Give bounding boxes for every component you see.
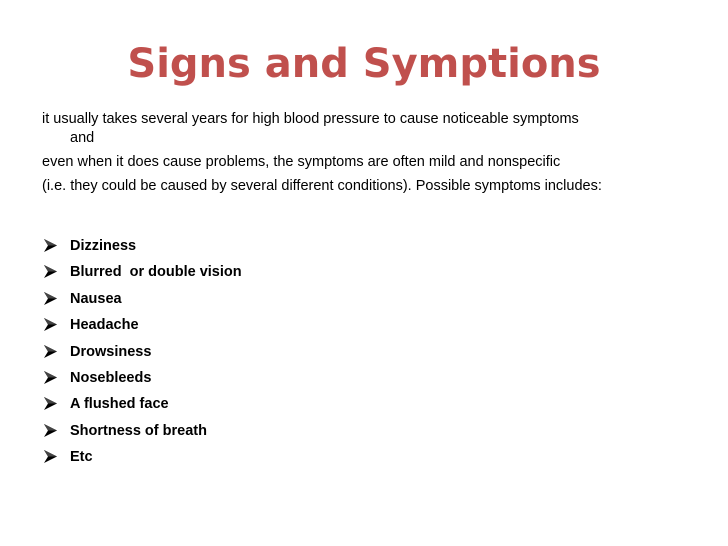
arrow-bullet-icon [44,394,58,414]
arrow-bullet-icon [44,368,58,388]
symptom-label: Drowsiness [70,343,152,360]
arrow-bullet-icon [44,315,58,335]
symptom-list-item [44,262,242,288]
arrow-bullet-icon [44,421,58,441]
symptom-label: Dizziness [70,238,137,254]
arrow-bullet-icon [44,342,58,362]
intro-line: even when it does cause problems, the symptoms are often mild and nonspecific [42,154,561,170]
symptom-label: Nausea [70,290,122,307]
symptom-label: Nosebleeds [70,369,152,386]
arrow-bullet-icon [44,447,58,467]
arrow-bullet-icon [44,289,58,309]
arrow-bullet-icon [44,236,58,256]
symptom-label: Etc [70,449,93,466]
arrow-bullet-icon [44,262,58,282]
symptom-label: A flushed face [70,396,169,413]
intro-line: (i.e. they could be caused by several different conditions). Possible symptoms includes: [42,178,602,194]
symptom-list-item [44,447,242,473]
symptom-list-item [44,236,242,262]
symptom-list-item [44,394,242,420]
symptom-list-item [44,315,242,341]
symptom-label: Shortness of breath [70,422,207,439]
intro-paragraph [42,110,702,201]
intro-line-continuation: and [70,130,95,146]
symptom-list [44,236,242,474]
symptom-list-item [44,342,242,368]
symptom-list-item [44,368,242,394]
symptom-label: Blurred or double vision [70,264,242,281]
symptom-list-item [44,289,242,315]
intro-line: it usually takes several years for high blood pressure to cause noticeable symptoms [42,111,579,127]
symptom-list-item [44,421,242,447]
slide-title: Signs and Symptions [127,41,601,87]
symptom-label: Headache [70,317,139,334]
